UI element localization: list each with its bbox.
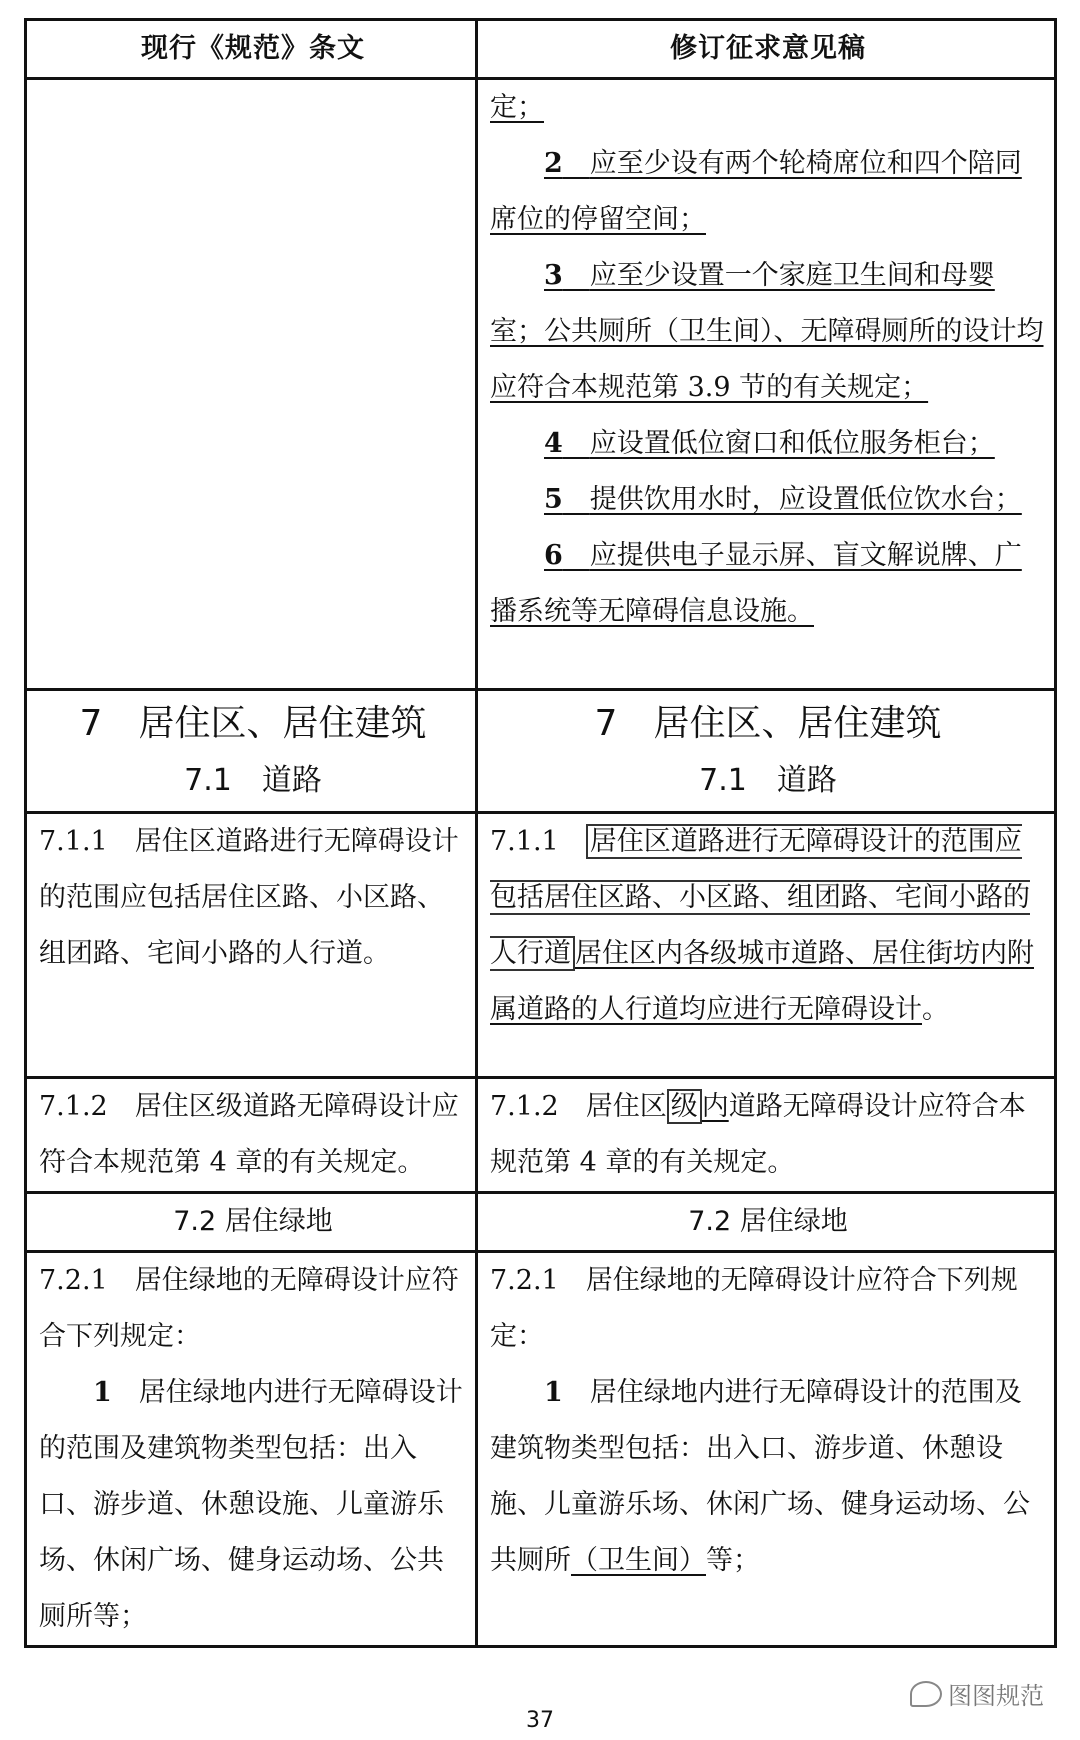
revised-section-72: 7.2 居住绿地 bbox=[477, 1193, 1056, 1252]
page-number: 37 bbox=[526, 1708, 554, 1733]
revised-item: 3 应至少设置一个家庭卫生间和母婴室；公共厕所（卫生间）、无障碍厕所的设计均应符合本规范第 3.9 节的有关规定； bbox=[490, 260, 1044, 403]
clause-712-row bbox=[26, 1078, 1056, 1193]
header-current: 现行《规范》条文 bbox=[26, 20, 477, 79]
current-clause-721: 7.2.1 居住绿地的无障碍设计应符合下列规定： 1 居住绿地内进行无障碍设计的范围及建筑物类型包括：出入口、游步道、休憩设施、儿童游乐场、休闲广场、健身运动场、公共厕所等； bbox=[26, 1252, 477, 1647]
watermark: 图图规范 bbox=[910, 1676, 1044, 1711]
current-section-72: 7.2 居住绿地 bbox=[26, 1193, 477, 1252]
clause-711-row bbox=[26, 813, 1056, 1078]
wechat-icon bbox=[910, 1681, 942, 1707]
inserted-text: 内 bbox=[701, 1091, 729, 1122]
revised-item: 5 提供饮用水时，应设置低位饮水台； bbox=[544, 484, 1022, 515]
revised-chapter-cell bbox=[477, 690, 1056, 813]
clause-721-row bbox=[26, 1252, 1056, 1647]
revised-clause-721: 7.2.1 居住绿地的无障碍设计应符合下列规定： 1 居住绿地内进行无障碍设计的范围及建筑物类型包括：出入口、游步道、休憩设施、儿童游乐场、休闲广场、健身运动场、公共厕所（卫生间）等； bbox=[477, 1252, 1056, 1647]
section-72-row bbox=[26, 1193, 1056, 1252]
current-clause-712: 7.1.2 居住区级道路无障碍设计应符合本规范第 4 章的有关规定。 bbox=[26, 1078, 477, 1193]
header-row bbox=[26, 20, 1056, 79]
current-empty-cell bbox=[26, 79, 477, 690]
deleted-text: 居住区道路进行无障碍设计的范围应包括居住区路、小区路、组团路、宅间小路的人行道 bbox=[490, 826, 1030, 969]
revised-clause-711: 7.1.1 居住区道路进行无障碍设计的范围应包括居住区路、小区路、组团路、宅间小路的人行道 居住区内各级城市道路、居住街坊内附属道路的人行道均应进行无障碍设计。 bbox=[477, 813, 1056, 1078]
section-title: 7.1 道路 bbox=[184, 763, 322, 798]
revised-continued-cell bbox=[477, 79, 1056, 690]
chapter-title: 7 居住区、居住建筑 bbox=[79, 703, 427, 744]
clause-number: 7.1.2 bbox=[490, 1091, 559, 1122]
continued-row bbox=[26, 79, 1056, 690]
clause-number: 7.1.1 bbox=[490, 826, 559, 857]
current-chapter-cell bbox=[26, 690, 477, 813]
revised-clause-712: 7.1.2 居住区 级 内道路无障碍设计应符合本规范第 4 章的有关规定。 bbox=[477, 1078, 1056, 1193]
revised-item: 6 应提供电子显示屏、盲文解说牌、广播系统等无障碍信息设施。 bbox=[490, 540, 1022, 627]
revised-item: 4 应设置低位窗口和低位服务柜台； bbox=[544, 428, 995, 459]
inserted-text: （卫生间） bbox=[571, 1545, 706, 1576]
revised-item: 2 应至少设有两个轮椅席位和四个陪同席位的停留空间； bbox=[490, 148, 1022, 235]
current-clause-711: 7.1.1 居住区道路进行无障碍设计的范围应包括居住区路、小区路、组团路、宅间小路的人行道。 bbox=[26, 813, 477, 1078]
chapter-title: 7 居住区、居住建筑 bbox=[594, 703, 942, 744]
deleted-text: 级 bbox=[667, 1089, 702, 1124]
header-revised: 修订征求意见稿 bbox=[477, 20, 1056, 79]
inserted-text: 居住区内各级城市道路、居住街坊内附属道路的人行道均应进行无障碍设计 bbox=[490, 938, 1034, 1025]
chapter-row bbox=[26, 690, 1056, 813]
section-title: 7.1 道路 bbox=[699, 763, 837, 798]
revised-line: 定； bbox=[490, 92, 544, 123]
comparison-table bbox=[24, 18, 1057, 1648]
